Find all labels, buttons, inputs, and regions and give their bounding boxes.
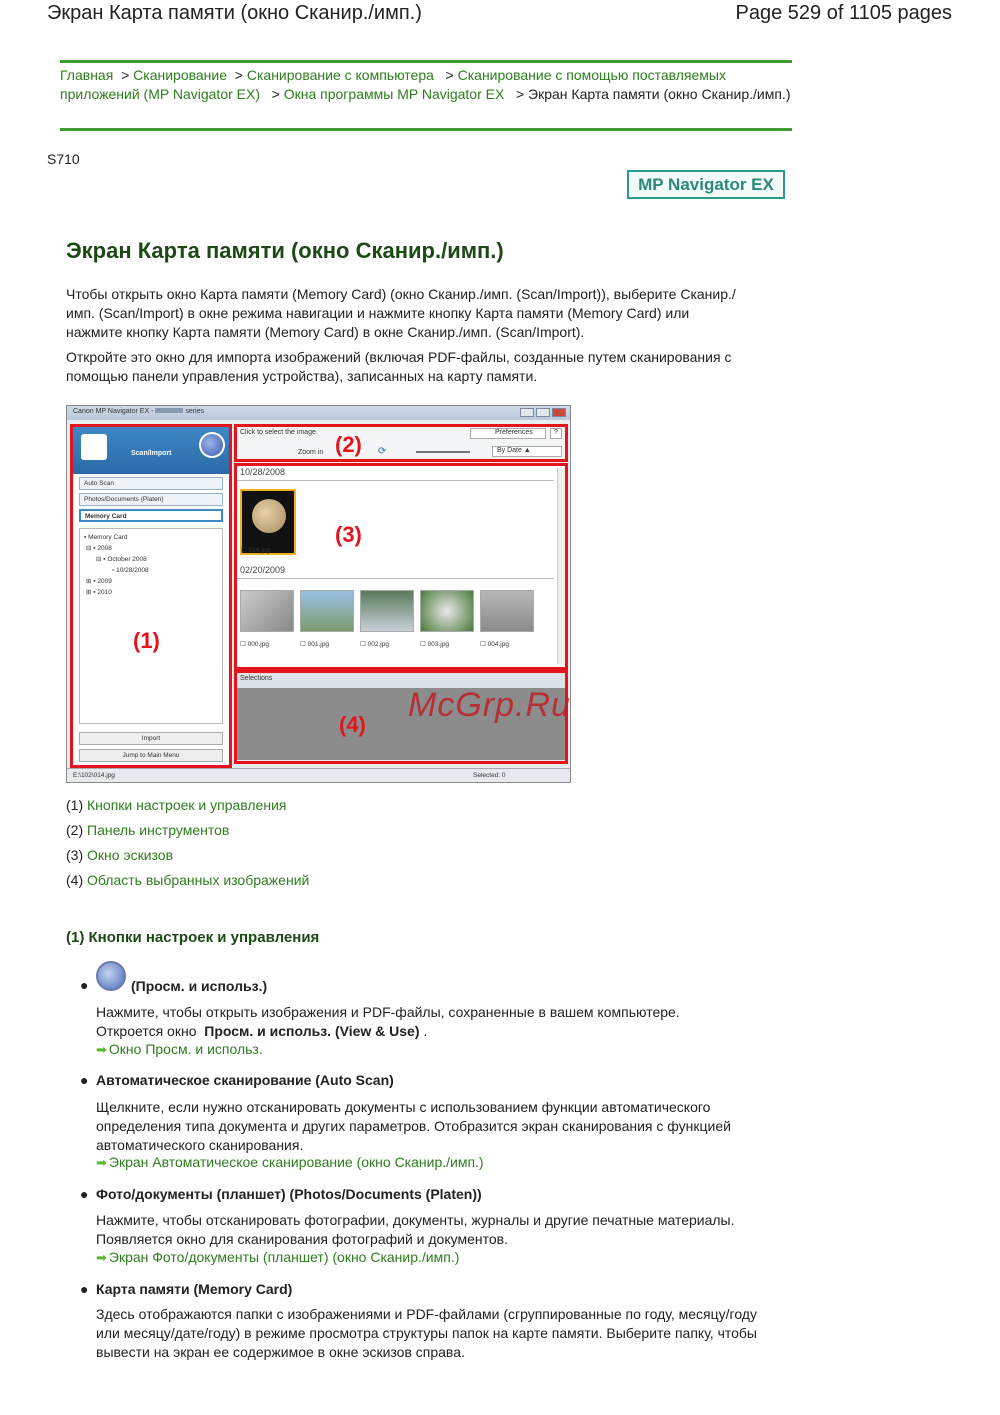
- thumbnail-label[interactable]: ☐ 002.jpg: [360, 641, 389, 648]
- bullet-icon: ●: [80, 1281, 89, 1297]
- callout-box-2: [234, 424, 568, 462]
- item-title: Фото/документы (планшет) (Photos/Documents (Platen)): [96, 1186, 482, 1202]
- model-name: S710: [47, 151, 80, 167]
- legend-item-4: (4) Область выбранных изображений: [66, 872, 310, 888]
- legend-link[interactable]: Панель инструментов: [87, 822, 230, 838]
- legend-link[interactable]: Кнопки настроек и управления: [87, 797, 287, 813]
- window-titlebar: [67, 406, 570, 420]
- callout-box-1: [70, 424, 232, 768]
- callout-label-4: (4): [339, 712, 366, 737]
- page-header-title: Экран Карта памяти (окно Сканир./имп.): [47, 2, 422, 24]
- sort-dropdown[interactable]: By Date ▲: [492, 446, 562, 457]
- item-link[interactable]: ➡ Окно Просм. и использ.: [96, 1041, 263, 1057]
- legend-item-2: (2) Панель инструментов: [66, 822, 230, 838]
- item-title: Автоматическое сканирование (Auto Scan): [96, 1072, 394, 1088]
- scan-import-label: Scan/Import: [131, 450, 172, 457]
- window-title-suffix: series: [185, 408, 204, 415]
- section-heading: (1) Кнопки настроек и управления: [66, 929, 320, 946]
- legend-link[interactable]: Область выбранных изображений: [87, 872, 310, 888]
- photos-documents-button[interactable]: Photos/Documents (Platen): [79, 493, 223, 506]
- arrow-icon: ➡: [96, 1042, 107, 1057]
- help-button[interactable]: ?: [550, 428, 562, 439]
- intro-paragraph-2: Откройте это окно для импорта изображений (включая PDF-файлы, созданные путем сканирования с помощью панели управления устройства), записанных на карту памяти.: [66, 349, 732, 384]
- item-link[interactable]: ➡ Экран Автоматическое сканирование (окно Сканир./имп.): [96, 1154, 484, 1170]
- tree-item[interactable]: ⊟ ▪ 2008: [86, 545, 112, 552]
- jump-main-menu-button[interactable]: Jump to Main Menu: [79, 749, 223, 762]
- thumbnail-label[interactable]: ☐ 004.jpg: [480, 641, 509, 648]
- tree-item[interactable]: ▫ 10/28/2008: [112, 567, 149, 574]
- status-path: E:\102\014.jpg: [73, 772, 115, 779]
- date-group-header: 02/20/2009: [236, 562, 554, 579]
- item-link[interactable]: ➡ Экран Фото/документы (планшет) (окно Сканир./имп.): [96, 1249, 460, 1265]
- bullet-icon: ●: [80, 1072, 89, 1088]
- breadcrumb-link-home[interactable]: Главная: [60, 67, 114, 83]
- legend-item-3: (3) Окно эскизов: [66, 847, 174, 863]
- legend-link[interactable]: Окно эскизов: [87, 847, 174, 863]
- auto-scan-button[interactable]: Auto Scan: [79, 477, 223, 490]
- preferences-button[interactable]: Preferences: [470, 428, 546, 439]
- thumbnail-label[interactable]: ☐ 014.jpg: [241, 547, 270, 554]
- tree-item[interactable]: ▪ Memory Card: [84, 534, 128, 541]
- status-bar: [67, 768, 570, 782]
- callout-label-2: (2): [335, 432, 362, 457]
- page-title: Экран Карта памяти (окно Сканир./имп.): [66, 238, 504, 263]
- item-text: Нажмите, чтобы открыть изображения и PDF-файлы, сохраненные в вашем компьютере.: [96, 1004, 680, 1020]
- maximize-icon[interactable]: [536, 408, 550, 417]
- zoom-in-button[interactable]: Zoom in: [298, 449, 324, 456]
- toolbar-hint: Click to select the image.: [240, 429, 318, 436]
- tree-item[interactable]: ⊞ ▪ 2009: [86, 578, 112, 585]
- divider-top: [60, 60, 792, 63]
- callout-box-3: [234, 463, 568, 670]
- legend-item-1: (1) Кнопки настроек и управления: [66, 797, 287, 813]
- refresh-icon[interactable]: ⟳: [378, 446, 387, 457]
- item-text: Откроется окно Просм. и использ. (View & Use) .: [96, 1023, 428, 1039]
- item-text: Нажмите, чтобы отсканировать фотографии, документы, журналы и другие печатные материалы. Появляется окно для сканирования фотографий и документов.: [96, 1212, 735, 1247]
- breadcrumb-link-scan-from-pc[interactable]: Сканирование с компьютера: [246, 67, 434, 83]
- breadcrumb-current: Экран Карта памяти (окно Сканир./имп.): [528, 86, 791, 102]
- selections-header: Selections: [236, 672, 566, 688]
- close-icon[interactable]: [552, 408, 566, 417]
- item-title: (Просм. и использ.): [131, 978, 268, 994]
- window-title: Canon MP Navigator EX -: [73, 408, 156, 415]
- watermark: McGrp.Ru: [408, 686, 571, 724]
- thumbnail-label[interactable]: ☐ 000.jpg: [240, 641, 269, 648]
- import-button[interactable]: Import: [79, 732, 223, 745]
- item-text: Щелкните, если нужно отсканировать документы с использованием функции автоматического определения типа документа и других параметров. Отобразится экран сканирования с функцией автоматического сканирования.: [96, 1099, 731, 1153]
- bullet-icon: ●: [80, 977, 89, 993]
- divider-bottom: [60, 128, 792, 131]
- tree-item[interactable]: ⊞ ▪ 2010: [86, 589, 112, 596]
- breadcrumb-link-scanning[interactable]: Сканирование: [133, 67, 228, 83]
- date-group-header: 10/28/2008: [236, 464, 554, 481]
- breadcrumb-link-mp-navigator[interactable]: Сканирование с помощью поставляемых приложений (MP Navigator EX): [60, 67, 726, 102]
- mp-navigator-badge: MP Navigator EX: [627, 170, 785, 199]
- callout-label-3: (3): [335, 522, 362, 547]
- minimize-icon[interactable]: [520, 408, 534, 417]
- view-use-icon: [96, 961, 126, 991]
- status-selected: Selected: 0: [473, 772, 506, 779]
- item-text: Здесь отображаются папки с изображениями и PDF-файлами (сгруппированные по году, месяцу/году или месяцу/дате/году) в режиме просмотра структуры папок на карте памяти. Выберите папку, чтобы вывести на экран ее содержимое в окне эскизов справа.: [96, 1306, 757, 1360]
- memory-card-button[interactable]: Memory Card: [79, 509, 223, 522]
- breadcrumb: Главная > Сканирование > Сканирование с компьютера > Сканирование с помощью поставляемых приложений (MP Navigator EX) > Окна программы MP Navigator EX > Экран Карта памяти (окно Сканир./имп.): [60, 67, 791, 102]
- page-counter: Page 529 of 1105 pages: [735, 2, 952, 24]
- tree-item[interactable]: ⊟ ▪ October 2008: [96, 556, 147, 563]
- breadcrumb-link-windows[interactable]: Окна программы MP Navigator EX: [283, 86, 505, 102]
- arrow-icon: ➡: [96, 1155, 107, 1170]
- thumbnail-label[interactable]: ☐ 003.jpg: [420, 641, 449, 648]
- thumbnail-label[interactable]: ☐ 001.jpg: [300, 641, 329, 648]
- intro-paragraph-1: Чтобы открыть окно Карта памяти (Memory Card) (окно Сканир./имп. (Scan/Import)), выберите Сканир./имп. (Scan/Import) в окне режима навигации и нажмите кнопку Карта памяти (Memory Card) или нажмите кнопку Карта памяти (Memory Card) в окне Сканир./имп. (Scan/Import).: [66, 286, 736, 340]
- bullet-icon: ●: [80, 1186, 89, 1202]
- app-screenshot: [66, 405, 571, 783]
- arrow-icon: ➡: [96, 1250, 107, 1265]
- item-title: Карта памяти (Memory Card): [96, 1281, 293, 1297]
- callout-label-1: (1): [133, 628, 160, 653]
